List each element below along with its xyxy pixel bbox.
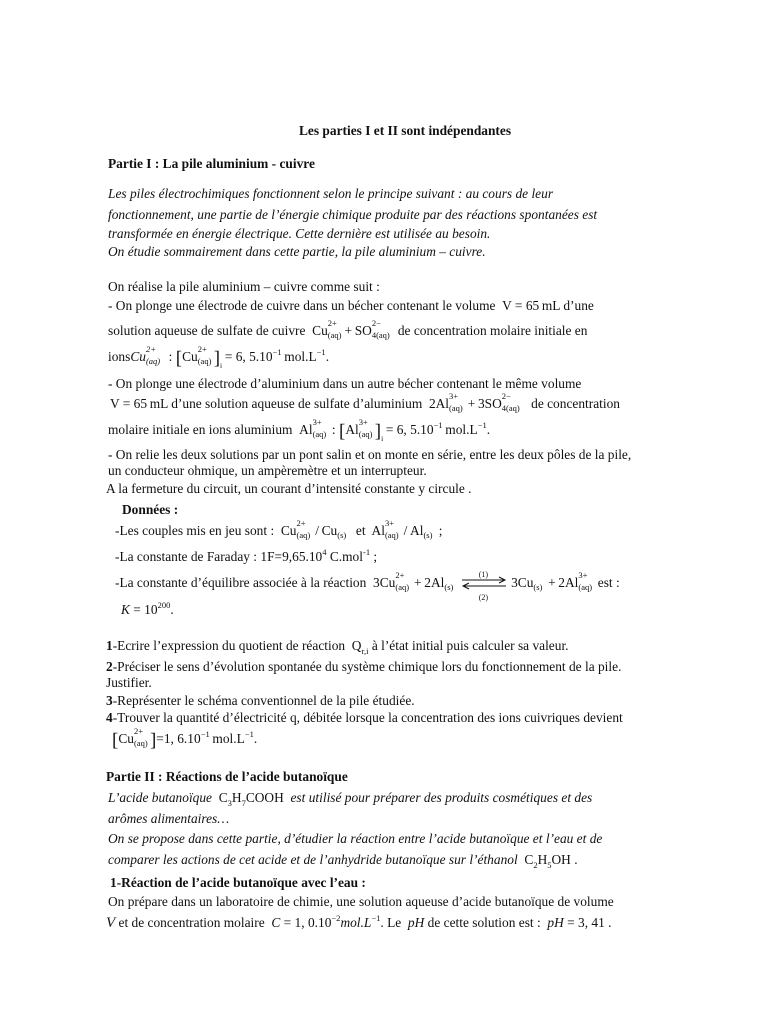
- step3-line3: A la fermeture du circuit, un courant d’intensité constante y circule .: [106, 481, 472, 496]
- question-2-number: 2: [106, 659, 113, 674]
- reaction-formula: 3Cu 2+ (aq) + 2Al (s) (1) (2) 3Cu (s) + 2Al 3+ (aq): [369, 569, 593, 602]
- part2-text-2c: de cette solution est :: [427, 915, 541, 930]
- aluminium-concentration-formula: Al 3+ (aq) : [Al 3+ (aq) ]$_i = 6$, $5.10^{-1}$ $mol.L^{-1}$.: [295, 417, 491, 443]
- document-title: Les parties I et II sont indépendantes: [299, 123, 512, 138]
- data-couples: [115, 518, 443, 540]
- step2-line3: [108, 417, 491, 443]
- volume-formula: V = 65 mL: [498, 298, 560, 313]
- step2-text-b-end: de concentration: [531, 396, 620, 411]
- copper-sulfate-formula: Cu 2+ (aq) + SO 2− 4(aq): [308, 318, 390, 340]
- part2-text-2a: et de concentration molaire: [118, 915, 265, 930]
- step1-text-end: d’une: [560, 298, 594, 313]
- question-1-text: -Ecrire l’expression du quotient de réaction: [112, 638, 346, 653]
- data-faraday-text: -La constante de Faraday :: [115, 549, 258, 564]
- concentration-formula: C = 1, $0.10^{-2}mol.L^{-1}$: [271, 913, 381, 930]
- part2-intro-line3: On se propose dans cette partie, d’étudier la réaction entre l’acide butanoïque et l’eau et de: [108, 831, 603, 846]
- step1-line1: [108, 297, 594, 314]
- data-equilibrium-end: est :: [597, 575, 620, 590]
- setup-intro: On réalise la pile aluminium – cuivre comme suit :: [108, 279, 380, 294]
- copper-ion-formula: Cu 2+ (aq): [130, 344, 161, 366]
- step3-line2: un conducteur ohmique, un ampèremètre et un interrupteur.: [108, 463, 427, 478]
- step1-text-c: ions: [108, 349, 131, 364]
- step1-text: - On plonge une électrode de cuivre dans un bécher contenant le volume: [108, 298, 496, 313]
- question-2-text: -Préciser le sens d’évolution spontanée du système chimique lors du fonctionnement de la pile.: [112, 659, 622, 674]
- quotient-formula: $Q_{r,i}$: [348, 638, 369, 656]
- volume-symbol: V: [106, 915, 116, 931]
- question-4: [106, 709, 623, 726]
- part2-subheading: 1-Réaction de l’acide butanoïque avec l’eau :: [110, 875, 366, 890]
- volume-formula-2: V = 65 mL: [110, 396, 168, 411]
- step1-text-b-end: de concentration molaire initiale en: [397, 323, 588, 338]
- part1-intro-line1: Les piles électrochimiques fonctionnent selon le principe suivant : au cours de leur: [108, 186, 554, 201]
- part2-intro-a: L’acide butanoïque: [108, 790, 213, 805]
- faraday-formula: $1F=9,65.10^4$ C.mol$^{-1}$ ;: [260, 547, 378, 564]
- step2-line1: - On plonge une électrode d’aluminium dans un autre bécher contenant le même volume: [108, 376, 582, 391]
- part2-heading: Partie II : Réactions de l’acide butanoïque: [106, 769, 348, 784]
- part2-text-line1: On prépare dans un laboratoire de chimie, une solution aqueuse d’acide butanoïque de volume: [108, 894, 614, 909]
- data-heading: Données :: [122, 502, 179, 517]
- question-2: [106, 658, 621, 675]
- ph-symbol: pH: [404, 915, 425, 930]
- data-equilibrium-text: -La constante d’équilibre associée à la réaction: [115, 575, 367, 590]
- part2-intro-b: est utilisé pour préparer des produits cosmétiques et des: [290, 790, 593, 805]
- question-3-text: -Représenter le schéma conventionnel de la pile étudiée.: [112, 693, 415, 708]
- data-couples-text: -Les couples mis en jeu sont :: [115, 523, 275, 538]
- part2-intro-4: comparer les actions de cet acide et de l’anhydride butanoïque sur l’éthanol: [108, 852, 518, 867]
- copper-concentration-formula: : [Cu 2+ (aq) ]$_i = 6$, $5.10^{-1}$ $mol.L^{-1}$.: [165, 344, 330, 370]
- question-1-text-end: à l’état initial puis calculer sa valeur.: [371, 638, 569, 653]
- equilibrium-constant-formula: $K = 10^{200}$.: [121, 600, 174, 617]
- aluminium-sulfate-formula: 2Al 3+ (aq) + 3SO 2− 4(aq): [425, 391, 520, 413]
- part1-heading: Partie I : La pile aluminium - cuivre: [108, 156, 315, 171]
- part2-text-2b: . Le: [380, 915, 402, 930]
- part1-intro-line3: transformée en énergie électrique. Cette dernière est utilisée au besoin.: [108, 226, 491, 241]
- ph-value-formula: pH = 3, 41 .: [547, 915, 612, 930]
- step3-line1: - On relie les deux solutions par un pont salin et on monte en série, entre les deux pôles de la pile,: [108, 447, 632, 462]
- question-1-number: 1: [106, 638, 113, 653]
- equilibrium-arrows-icon: (1) (2): [460, 575, 508, 593]
- question-1: [106, 637, 569, 654]
- question-4-text: -Trouver la quantité d’électricité q, débitée lorsque la concentration des ions cuivriques devient: [112, 710, 623, 725]
- question-3: [106, 692, 415, 709]
- question-2-cont: Justifier.: [106, 675, 152, 690]
- part2-intro-line2: arômes alimentaires…: [108, 811, 230, 826]
- question-4-number: 4: [106, 710, 113, 725]
- step1-line2: [108, 318, 588, 340]
- step1-line3: [108, 344, 330, 370]
- ethanol-formula: $C_2H_5OH$ .: [521, 852, 578, 870]
- step2-line2: [110, 391, 620, 413]
- part1-intro-line4: On étudie sommairement dans cette partie, la pile aluminium – cuivre.: [108, 244, 486, 259]
- part2-intro-line4: [108, 851, 578, 868]
- step2-text-b: d’une solution aqueuse de sulfate d’aluminium: [171, 396, 423, 411]
- part2-intro-line1: [108, 789, 592, 806]
- data-faraday: [115, 548, 377, 565]
- step2-text-c: molaire initiale en ions aluminium: [108, 422, 293, 437]
- copper-final-concentration-formula: [Cu 2+ (aq) ]=1, $6.10^{-1}$ $mol.L^{-1}$.: [112, 726, 258, 751]
- data-equilibrium: [115, 569, 620, 602]
- part1-intro-line2: fonctionnement, une partie de l’énergie chimique produite par des réactions spontanées est: [108, 207, 598, 222]
- butanoic-acid-formula: $C_3H_7COOH$: [215, 790, 288, 808]
- step1-text-b: solution aqueuse de sulfate de cuivre: [108, 323, 306, 338]
- part2-text-line2: [106, 914, 612, 932]
- question-3-number: 3: [106, 693, 113, 708]
- redox-couples-formula: Cu 2+ (aq) / Cu (s) et Al 3+ (aq) / Al (s) ;: [277, 518, 443, 540]
